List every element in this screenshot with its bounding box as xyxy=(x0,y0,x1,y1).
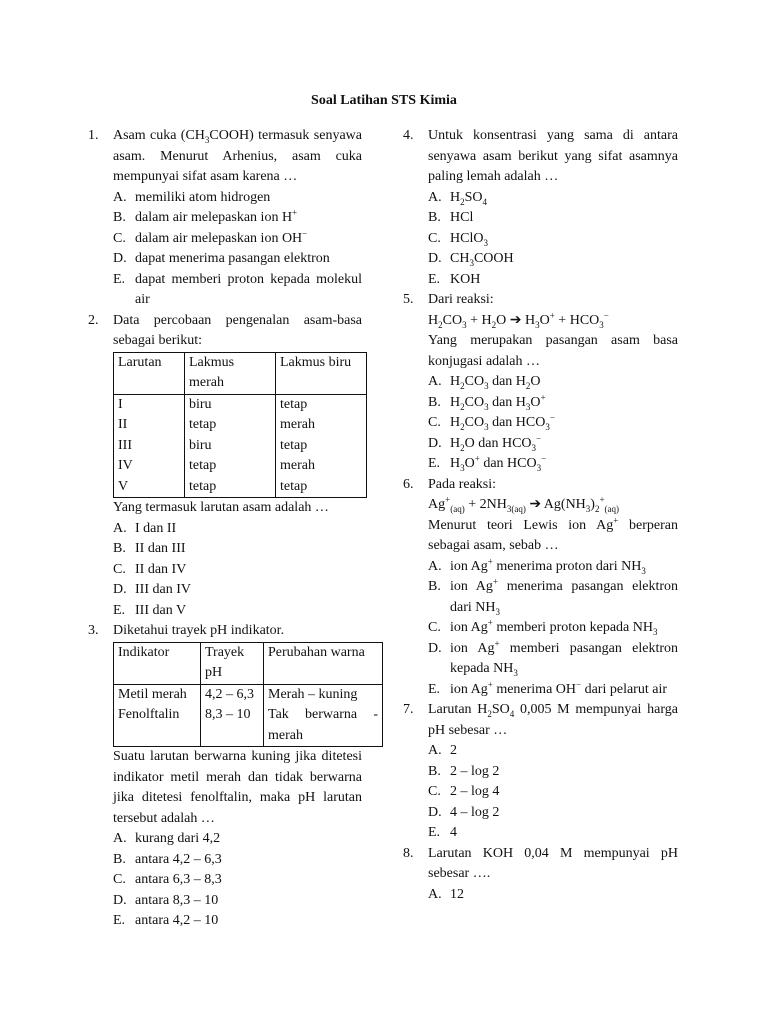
option: D. antara 8,3 – 10 xyxy=(113,892,219,908)
left-column xyxy=(88,126,378,932)
reaction-equation: $Ag^+_{(aq)} + 2NH_{3(aq)}$ ➔ $Ag(NH_3)_2^+_{(aq)}$ xyxy=(428,494,620,514)
question-number: 7. xyxy=(403,702,414,717)
option: E. 4 xyxy=(428,825,457,840)
option: E. ion Ag+ menerima OH− dari pelarut air xyxy=(428,678,667,697)
arrow-icon: ➔ xyxy=(529,497,542,512)
question-number: 8. xyxy=(403,845,414,861)
table-cell: Merah – kuning Tak berwarna - merah xyxy=(264,684,383,747)
question-stem: Data percobaan pengenalan asam-basa sebagai berikut: xyxy=(113,312,362,348)
question-6 xyxy=(403,475,678,701)
question-number: 5. xyxy=(403,292,414,307)
question-prompt: Menurut teori Lewis ion Ag+ berperan sebagai asam, sebab … xyxy=(428,514,679,553)
table-header-row xyxy=(114,352,367,394)
option: A. 12 xyxy=(428,886,464,902)
option: E. $H_3O^+$ dan $HCO_3^-$ xyxy=(428,453,547,473)
table-header: Trayek pH xyxy=(201,642,264,684)
option: B. 2 – log 2 xyxy=(428,763,500,779)
option: E. antara 4,2 – 10 xyxy=(113,913,219,928)
question-stem: Asam cuka $(CH_3COOH)$ termasuk senyawa asam. Menurut Arhenius, asam cuka mempunyai sifat asam karena … xyxy=(113,128,362,184)
option: A. $H_2SO_4$ xyxy=(428,189,488,207)
question-stem: Diketahui trayek pH indikator. xyxy=(113,623,285,638)
option: C. antara 6,3 – 8,3 xyxy=(113,872,222,887)
option: D. $CH_3COOH$ xyxy=(428,251,514,268)
option: C. HClO$_3$ xyxy=(428,230,488,248)
question-stem: Pada reaksi: xyxy=(428,476,497,492)
option: C. 2 – log 4 xyxy=(428,784,500,799)
question-stem: Untuk konsentrasi yang sama di antara senyawa asam berikut yang sifat asamnya paling lemah adalah … xyxy=(428,128,678,184)
option: E. III dan V xyxy=(113,602,187,618)
option: B. $H_2CO_3$ dan $H_3O^+$ xyxy=(428,391,546,412)
option: A. kurang dari 4,2 xyxy=(113,831,221,846)
table-cell: I II III IV V xyxy=(114,394,185,498)
table-header-row xyxy=(114,642,383,684)
question-stem: Dari reaksi: xyxy=(428,292,494,307)
option: D. 4 – log 2 xyxy=(428,804,500,820)
question-5 xyxy=(403,290,678,475)
question-prompt: Suatu larutan berwarna kuning jika ditetesi indikator metil merah dan tidak berwarna jika ditetesi fenolftalin, maka pH larutan tersebut adalah … xyxy=(113,749,362,826)
reaction-equation: $H_2CO_3 + H_2O$ ➔ $H_3O^+ + HCO_3^-$ xyxy=(428,309,609,330)
option: A. 2 xyxy=(428,743,457,758)
option: B. antara 4,2 – 6,3 xyxy=(113,851,222,867)
indicator-table xyxy=(113,642,383,748)
option: C. dalam air melepaskan ion OH− xyxy=(113,227,308,246)
table-header: Perubahan warna xyxy=(264,642,383,684)
question-number: 6. xyxy=(403,476,414,492)
option: D. III dan IV xyxy=(113,582,191,597)
table-body-row xyxy=(114,394,367,498)
question-stem: Larutan KOH 0,04 M mempunyai pH sebesar …. xyxy=(428,845,678,881)
option: B. II dan III xyxy=(113,541,186,556)
table-cell: biru tetap biru tetap tetap xyxy=(185,394,276,498)
question-number: 1. xyxy=(88,128,99,143)
option: C. II dan IV xyxy=(113,561,187,577)
option: D. $H_2O$ dan $HCO_3^-$ xyxy=(428,432,542,453)
question-prompt: Yang termasuk larutan asam adalah … xyxy=(113,500,329,515)
table-header: Larutan xyxy=(114,352,185,394)
option: C. ion Ag+ memberi proton kepada $NH_3$ xyxy=(428,617,658,637)
option: A. memiliki atom hidrogen xyxy=(113,189,271,205)
question-3 xyxy=(88,621,378,932)
question-number: 2. xyxy=(88,312,99,328)
option: B. ion Ag+ menerima pasangan elektron dari $NH_3$ xyxy=(428,576,678,617)
option: D. ion Ag+ memberi pasangan elektron kepada $NH_3$ xyxy=(428,637,679,678)
arrow-icon: ➔ xyxy=(509,312,522,328)
option: A. ion Ag+ menerima proton dari $NH_3$ xyxy=(428,555,646,576)
table-header: Indikator xyxy=(114,642,201,684)
option: B. HCl xyxy=(428,210,474,225)
question-4 xyxy=(403,126,678,290)
option: E. dapat memberi proton kepada molekul air xyxy=(113,271,362,307)
table-cell: Metil merah Fenolftalin xyxy=(114,684,201,747)
question-2 xyxy=(88,311,362,622)
option: C. $H_2CO_3$ dan $HCO_3^-$ xyxy=(428,412,555,432)
page-title: Soal Latihan STS Kimia xyxy=(311,93,457,108)
table-body-row xyxy=(114,684,383,747)
table-cell: 4,2 – 6,3 8,3 – 10 xyxy=(201,684,264,747)
question-number: 4. xyxy=(403,128,414,143)
option: B. dalam air melepaskan ion H+ xyxy=(113,207,298,225)
option: A. I dan II xyxy=(113,520,177,536)
table-header: Lakmus merah xyxy=(185,352,276,394)
option: D. dapat menerima pasangan elektron xyxy=(113,251,330,266)
table-header: Lakmus biru xyxy=(276,352,367,394)
litmus-table xyxy=(113,352,367,499)
question-1 xyxy=(88,126,362,311)
question-prompt: Yang merupakan pasangan asam basa konjugasi adalah … xyxy=(428,333,678,369)
option: A. $H_2CO_3$ dan $H_2O$ xyxy=(428,374,541,391)
question-number: 3. xyxy=(88,623,99,638)
table-cell: tetap merah tetap merah tetap xyxy=(276,394,367,498)
question-stem: Larutan $H_2SO_4$ 0,005 M mempunyai harga pH sebesar … xyxy=(428,702,678,738)
right-column xyxy=(403,126,678,905)
option: E. KOH xyxy=(428,271,481,287)
question-8 xyxy=(403,844,678,906)
question-7 xyxy=(403,700,678,844)
